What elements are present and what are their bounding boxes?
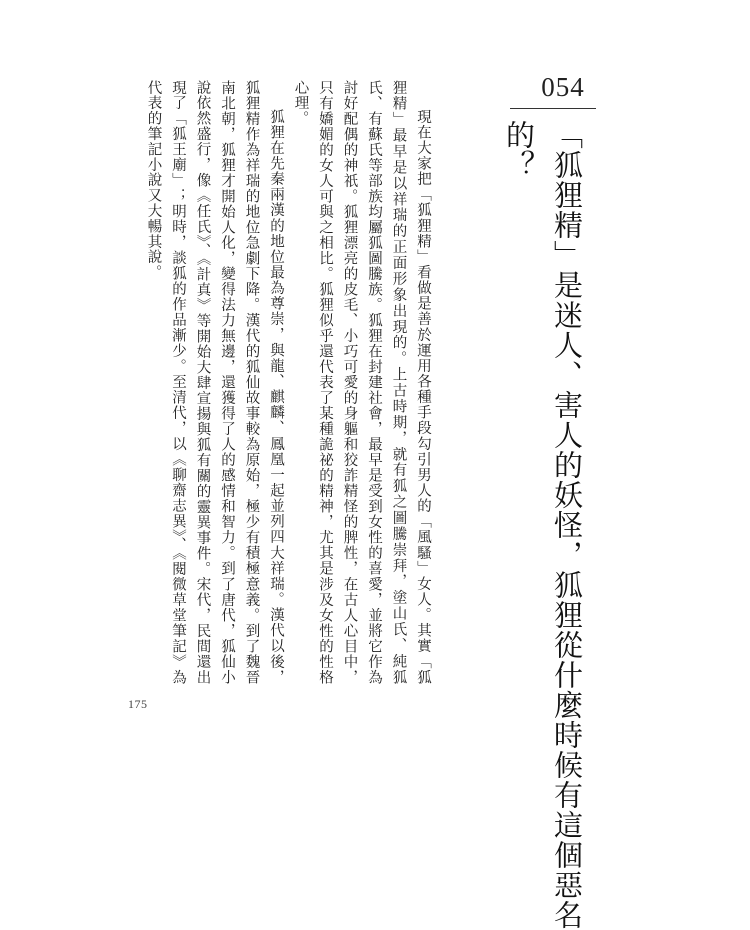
paragraph: 現在大家把「狐狸精」看做是善於運用各種手段勾引男人的「風騷」女人。其實「狐狸精」最早是以祥瑞的正面形象出現的。上古時期，就有狐之圖騰崇拜，塗山氏、純狐氏、有蘇氏等部族均屬狐圖騰族。狐狸在封建社會，最早是受到女性的喜愛，並將它作為討好配偶的神祇。狐狸漂亮的皮毛、小巧可愛的身軀和狡詐精怪的脾性，在古人心目中，只有嬌媚的女人可與之相比。狐狸似乎還代表了某種詭祕的精神，尤其是涉及女性的性格心理。	[292, 80, 431, 685]
chapter-number: 054	[541, 72, 585, 102]
page-number: 175	[128, 697, 148, 711]
chapter-divider	[510, 108, 596, 109]
body-text	[141, 80, 435, 685]
chapter-title-line-1: 「狐狸精」是迷人、害人的妖怪，狐狸從什麼時候有這個惡名	[550, 120, 584, 930]
chapter-title-line-2: 的？	[502, 120, 536, 180]
paragraph: 狐狸在先秦兩漢的地位最為尊崇，與龍、麒麟、鳳凰一起並列四大祥瑞。漢代以後，狐狸精作為祥瑞的地位急劇下降。漢代的狐仙故事較為原始，極少有積極意義。到了魏晉南北朝，狐狸才開始人化，變得法力無邊，還獲得了人的感情和智力。到了唐代，狐仙小說依然盛行，像《任氏》、《計真》等開始大肆宣揚與狐有關的靈異事件。宋代，民間還出現了「狐王廟」；明時，談狐的作品漸少。至清代，以《聊齋志異》、《閱微草堂筆記》為代表的筆記小說又大暢其說。	[145, 80, 284, 685]
